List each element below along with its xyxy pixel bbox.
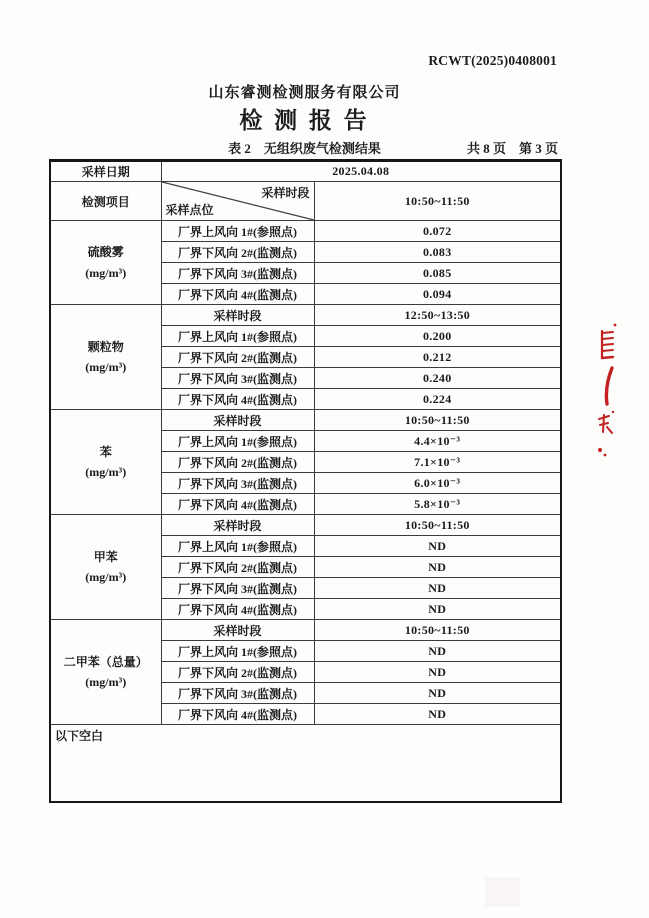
red-seal-fragment-icon [594,322,626,462]
value-cell: ND [314,662,561,683]
scan-artifact [485,877,520,907]
caption-line [49,138,560,156]
period-value: 10:50~11:50 [314,410,561,431]
report-number: RCWT(2025)0408001 [428,53,557,68]
point-cell: 厂界上风向 1#(参照点) [161,326,314,347]
value-cell: ND [314,557,561,578]
table-row [50,221,561,242]
point-cell: 厂界下风向 4#(监测点) [161,704,314,725]
point-cell: 厂界下风向 4#(监测点) [161,284,314,305]
value-cell: ND [314,578,561,599]
diag-period-label: 采样时段 [261,186,310,200]
blank-below-note: 以下空白 [50,725,561,802]
diagonal-header-cell [161,182,314,221]
param-unit: (mg/m³) [85,570,127,584]
value-cell: ND [314,641,561,662]
point-cell: 厂界下风向 4#(监测点) [161,389,314,410]
point-cell: 厂界下风向 3#(监测点) [161,473,314,494]
value-cell: 0.083 [314,242,561,263]
param-name: 二甲苯（总量） [63,654,148,669]
point-cell: 厂界下风向 2#(监测点) [161,347,314,368]
period-value: 12:50~13:50 [314,305,561,326]
point-cell: 厂界下风向 3#(监测点) [161,578,314,599]
table-row [50,182,561,221]
period-label-cell: 采样时段 [161,305,314,326]
table-row [50,410,561,431]
table-row [50,620,561,641]
point-cell: 厂界上风向 1#(参照点) [161,536,314,557]
period-value: 10:50~11:50 [314,515,561,536]
sample-date-value: 2025.04.08 [161,161,561,182]
value-cell: ND [314,599,561,620]
value-cell: 5.8×10⁻³ [314,494,561,515]
param-unit: (mg/m³) [85,360,127,374]
diag-point-label: 采样点位 [165,203,214,217]
value-cell: 0.094 [314,284,561,305]
param-name: 苯 [99,444,112,459]
value-cell: 4.4×10⁻³ [314,431,561,452]
point-cell: 厂界下风向 3#(监测点) [161,263,314,284]
value-cell: 0.212 [314,347,561,368]
period-value: 10:50~11:50 [314,182,561,221]
point-cell: 厂界下风向 2#(监测点) [161,242,314,263]
sample-date-label: 采样日期 [50,161,161,182]
company-name: 山东睿测检测服务有限公司 [208,85,401,101]
point-cell: 厂界下风向 2#(监测点) [161,557,314,578]
param-name: 硫酸雾 [87,245,124,260]
value-cell: 0.072 [314,221,561,242]
value-cell: ND [314,683,561,704]
table-row [50,725,561,802]
point-cell: 厂界下风向 3#(监测点) [161,683,314,704]
point-cell: 厂界下风向 2#(监测点) [161,452,314,473]
table-row [50,515,561,536]
param-unit: (mg/m³) [85,675,127,689]
item-label: 检测项目 [50,182,161,221]
table-caption: 表 2 无组织废气检测结果 [228,141,381,156]
results-table [49,159,562,803]
period-label-cell: 采样时段 [161,515,314,536]
page-indicator: 共 8 页 第 3 页 [466,141,558,156]
period-label-cell: 采样时段 [161,410,314,431]
period-label-cell: 采样时段 [161,620,314,641]
value-cell: 0.085 [314,263,561,284]
table-row [50,161,561,182]
param-unit: (mg/m³) [85,265,127,280]
report-title: 检 测 报 告 [239,108,370,133]
value-cell: 0.200 [314,326,561,347]
param-cell [50,221,161,305]
param-name: 甲苯 [93,549,118,564]
param-cell [50,305,161,410]
point-cell: 厂界下风向 4#(监测点) [161,599,314,620]
period-value: 10:50~11:50 [314,620,561,641]
param-cell [50,620,161,725]
point-cell: 厂界上风向 1#(参照点) [161,221,314,242]
table-row [50,305,561,326]
param-unit: (mg/m³) [85,465,127,479]
value-cell: 0.240 [314,368,561,389]
point-cell: 厂界上风向 1#(参照点) [161,641,314,662]
param-cell [50,515,161,620]
point-cell: 厂界下风向 2#(监测点) [161,662,314,683]
param-name: 颗粒物 [87,339,124,354]
value-cell: 7.1×10⁻³ [314,452,561,473]
point-cell: 厂界上风向 1#(参照点) [161,431,314,452]
value-cell: ND [314,704,561,725]
value-cell: 0.224 [314,389,561,410]
value-cell: ND [314,536,561,557]
point-cell: 厂界下风向 4#(监测点) [161,494,314,515]
value-cell: 6.0×10⁻³ [314,473,561,494]
param-cell [50,410,161,515]
point-cell: 厂界下风向 3#(监测点) [161,368,314,389]
